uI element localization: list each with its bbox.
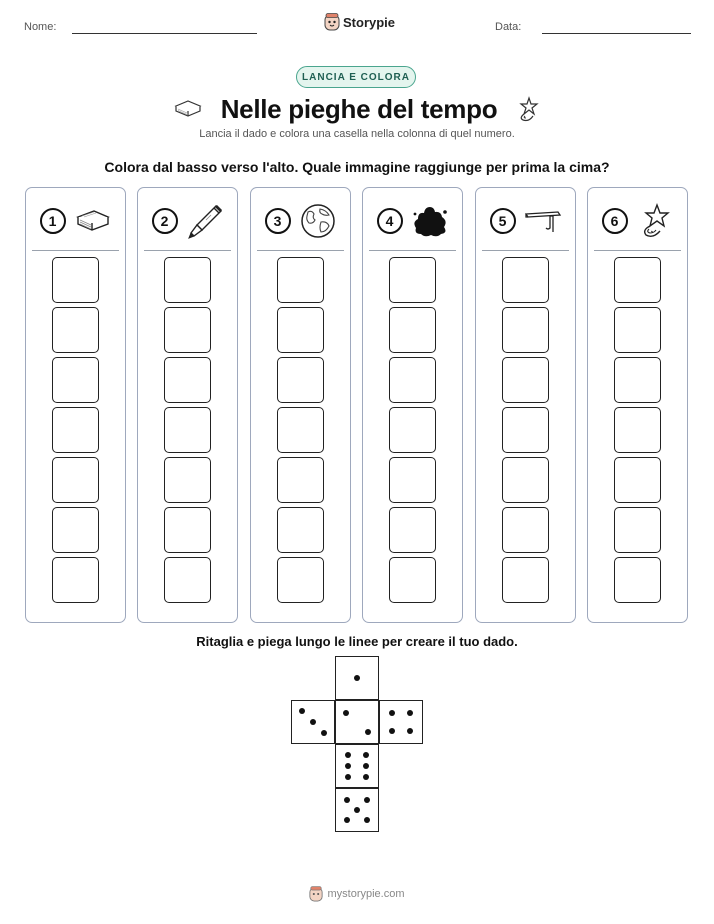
ink-blot-icon bbox=[411, 202, 449, 240]
color-box[interactable] bbox=[52, 507, 99, 553]
pip bbox=[310, 719, 316, 725]
column-divider bbox=[594, 250, 681, 251]
color-box[interactable] bbox=[52, 357, 99, 403]
cut-instruction: Ritaglia e piega lungo le linee per creare il tuo dado. bbox=[196, 634, 518, 649]
die-face-1 bbox=[335, 656, 379, 700]
pip bbox=[364, 817, 370, 823]
pip bbox=[344, 817, 350, 823]
die-face-3 bbox=[291, 700, 335, 744]
pip bbox=[365, 729, 371, 735]
color-box[interactable] bbox=[389, 507, 436, 553]
instruction: Colora dal basso verso l'alto. Quale immagine raggiunge per prima la cima? bbox=[104, 159, 610, 175]
column-number: 6 bbox=[602, 208, 628, 234]
color-box[interactable] bbox=[614, 507, 661, 553]
brand-logo bbox=[324, 13, 395, 31]
column-number: 1 bbox=[40, 208, 66, 234]
column-number: 4 bbox=[377, 208, 403, 234]
brand-name: Storypie bbox=[343, 14, 396, 30]
column-divider bbox=[257, 250, 344, 251]
pip bbox=[407, 710, 413, 716]
pip bbox=[363, 763, 369, 769]
mascot-icon bbox=[324, 13, 340, 31]
date-line bbox=[542, 33, 691, 34]
color-box[interactable] bbox=[277, 307, 324, 353]
color-box[interactable] bbox=[502, 407, 549, 453]
book-icon bbox=[173, 98, 203, 120]
footer-url[interactable]: mystorypie.com bbox=[327, 888, 405, 900]
name-label: Nome: bbox=[24, 21, 57, 33]
color-box[interactable] bbox=[164, 357, 211, 403]
pip bbox=[363, 752, 369, 758]
mascot-icon bbox=[309, 886, 323, 902]
column-6 bbox=[587, 187, 688, 623]
pip bbox=[364, 797, 370, 803]
color-box[interactable] bbox=[614, 307, 661, 353]
color-box[interactable] bbox=[502, 557, 549, 603]
color-box[interactable] bbox=[614, 557, 661, 603]
color-box[interactable] bbox=[164, 307, 211, 353]
color-box[interactable] bbox=[164, 507, 211, 553]
color-box[interactable] bbox=[389, 457, 436, 503]
column-3 bbox=[250, 187, 351, 623]
color-box[interactable] bbox=[52, 407, 99, 453]
color-box[interactable] bbox=[614, 257, 661, 303]
subtitle: Lancia il dado e colora una casella nella colonna di quel numero. bbox=[199, 128, 515, 140]
column-number: 2 bbox=[152, 208, 178, 234]
pip bbox=[389, 710, 395, 716]
color-box[interactable] bbox=[277, 407, 324, 453]
color-box[interactable] bbox=[502, 457, 549, 503]
column-divider bbox=[32, 250, 119, 251]
die-face-5 bbox=[335, 788, 379, 832]
fountain-pen-icon bbox=[186, 202, 224, 240]
column-divider bbox=[144, 250, 231, 251]
globe-icon bbox=[299, 202, 337, 240]
name-line bbox=[72, 33, 257, 34]
pip bbox=[345, 763, 351, 769]
pip bbox=[345, 774, 351, 780]
pip bbox=[299, 708, 305, 714]
pip bbox=[407, 728, 413, 734]
color-box[interactable] bbox=[614, 407, 661, 453]
color-box[interactable] bbox=[52, 257, 99, 303]
shelf-icon bbox=[524, 202, 562, 240]
die-face-6 bbox=[335, 744, 379, 788]
date-label: Data: bbox=[495, 21, 522, 33]
column-divider bbox=[482, 250, 569, 251]
pip bbox=[345, 752, 351, 758]
column-number: 5 bbox=[490, 208, 516, 234]
color-box[interactable] bbox=[277, 357, 324, 403]
color-box[interactable] bbox=[502, 257, 549, 303]
color-box[interactable] bbox=[389, 357, 436, 403]
pip bbox=[343, 710, 349, 716]
pip bbox=[354, 675, 360, 681]
color-box[interactable] bbox=[164, 557, 211, 603]
pip bbox=[389, 728, 395, 734]
color-box[interactable] bbox=[277, 257, 324, 303]
shooting-star-icon bbox=[515, 96, 541, 122]
color-box[interactable] bbox=[389, 407, 436, 453]
color-box[interactable] bbox=[164, 407, 211, 453]
color-box[interactable] bbox=[389, 307, 436, 353]
footer bbox=[0, 886, 714, 902]
color-box[interactable] bbox=[164, 257, 211, 303]
color-box[interactable] bbox=[502, 357, 549, 403]
color-box[interactable] bbox=[614, 357, 661, 403]
page-title: Nelle pieghe del tempo bbox=[220, 93, 498, 124]
activity-badge: LANCIA E COLORA bbox=[296, 66, 416, 88]
pip bbox=[363, 774, 369, 780]
die-face-2 bbox=[335, 700, 379, 744]
page-title-row bbox=[160, 92, 554, 126]
die-face-4 bbox=[379, 700, 423, 744]
pip bbox=[354, 807, 360, 813]
color-box[interactable] bbox=[277, 507, 324, 553]
color-box[interactable] bbox=[52, 307, 99, 353]
color-box[interactable] bbox=[277, 557, 324, 603]
column-4 bbox=[362, 187, 463, 623]
color-box[interactable] bbox=[389, 257, 436, 303]
color-box[interactable] bbox=[389, 557, 436, 603]
column-5 bbox=[475, 187, 576, 623]
column-1 bbox=[25, 187, 126, 623]
column-divider bbox=[369, 250, 456, 251]
column-2 bbox=[137, 187, 238, 623]
color-box[interactable] bbox=[502, 307, 549, 353]
shooting-star-icon bbox=[636, 202, 674, 240]
pip bbox=[344, 797, 350, 803]
color-box[interactable] bbox=[52, 557, 99, 603]
color-box[interactable] bbox=[277, 457, 324, 503]
color-box[interactable] bbox=[614, 457, 661, 503]
column-number: 3 bbox=[265, 208, 291, 234]
color-box[interactable] bbox=[502, 507, 549, 553]
book-icon bbox=[74, 202, 112, 240]
color-box[interactable] bbox=[164, 457, 211, 503]
pip bbox=[321, 730, 327, 736]
color-box[interactable] bbox=[52, 457, 99, 503]
